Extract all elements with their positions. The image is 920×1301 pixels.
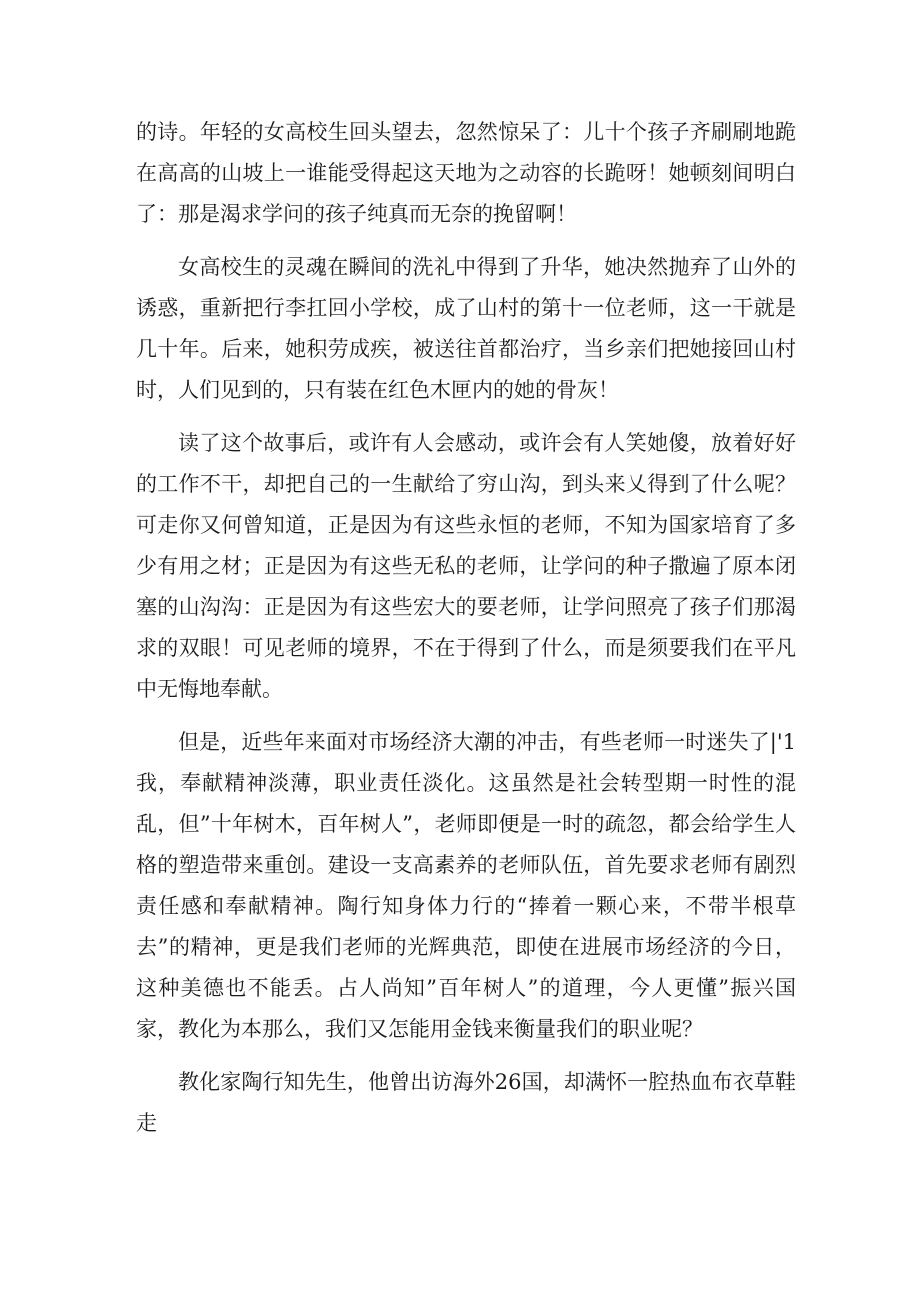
paragraph-2: 女高校生的灵魂在瞬间的洗礼中得到了升华，她决然抛弃了山外的诱惑，重新把行李扛回小学校，成了山村的第十一位老师，这一干就是几十年。后来，她积劳成疾，被送往首都治疗，当乡亲们把她接回山村时，人们见到的，只有装在红色木匣内的她的骨灰！ [136,255,796,402]
paragraph-3: 读了这个故事后，或许有人会感动，或许会有人笑她傻，放着好好的工作不干，却把自己的一生献给了穷山沟，到头来乂得到了什么呢？可走你又何曾知道，正是因为有这些永恒的老师，不知为国家培育了多少有用之材；正是因为有这些无私的老师，让学问的种子撒遍了原本闭塞的山沟沟：正是因为有这些宏大的要老师，让学问照亮了孩子们那渴求的双眼！可见老师的境界，不在于得到了什么，而是须要我们在平凡中无悔地奉献。 [136,431,796,701]
paragraph-4: 但是，近些年来面对市场经济大潮的冲击，有些老师一时迷失了|'1我，奉献精神淡薄，职业责任淡化。这虽然是社会转型期一时性的混乱，但”十年树木，百年树人”，老师即便是一时的疏忽，都会给学生人格的塑造带来重创。建设一支高素养的老师队伍，首先要求老师有剧烈责任感和奉献精神。陶行知身体力行的“捧着一颗心来，不带半根草去”的精神，更是我们老师的光辉典范，即使在进展市场经济的今日，这种美德也不能丢。占人尚知”百年树人”的道理，今人更懂”振兴国家，教化为本那么，我们又怎能用金钱来衡量我们的职业呢？ [136,730,796,1041]
paragraph-5: 教化家陶行知先生，他曾出访海外26国，却满怀一腔热血布衣草鞋走 [136,1070,796,1135]
paragraph-1: 的诗。年轻的女高校生回头望去，忽然惊呆了：儿十个孩子齐刷刷地跪在高高的山坡上一谁能受得起这天地为之动容的长跪呀！她顿刻间明白了：那是渴求学问的孩子纯真而无奈的挽留啊！ [136,120,796,226]
document-body [136,112,796,1144]
